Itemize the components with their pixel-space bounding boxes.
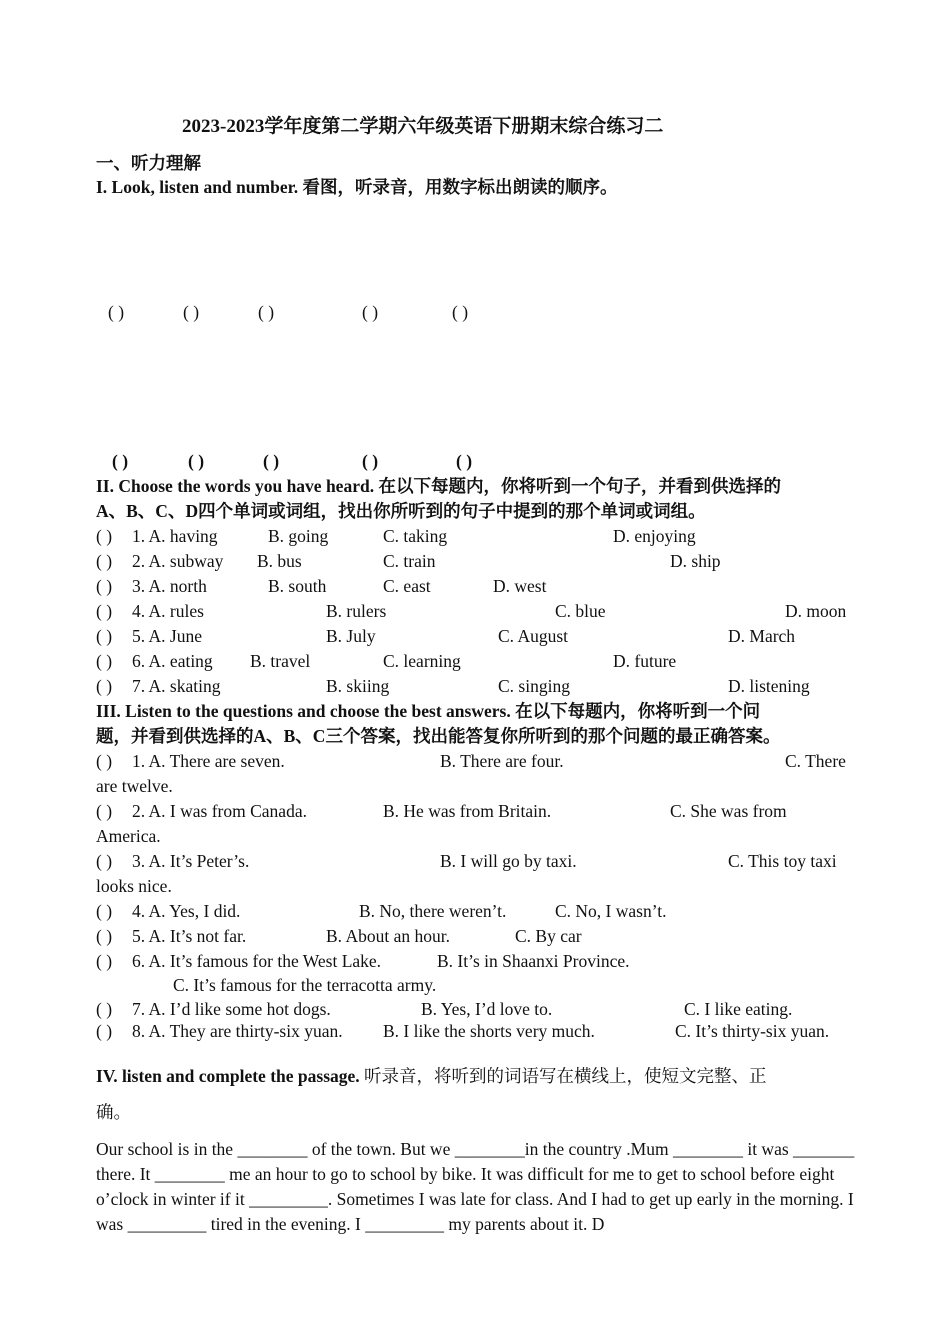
question-option-a: 4. A. Yes, I did.	[132, 901, 241, 921]
answer-bracket: ( )	[258, 302, 275, 322]
answer-paren: ( )	[96, 801, 113, 821]
option-b: B. Yes, I’d love to.	[421, 999, 553, 1019]
option-b: B. No, there weren’t.	[359, 901, 507, 921]
option-b: B. About an hour.	[326, 926, 450, 946]
option-continuation: looks nice.	[96, 876, 172, 896]
section-2-heading: A、B、C、D四个单词或词组，找出你所听到的句子中提到的那个单词或词组。	[96, 501, 706, 521]
option-c: C. By car	[515, 926, 582, 946]
option-c: C. taking	[383, 526, 448, 546]
question-option-a: 7. A. I’d like some hot dogs.	[132, 999, 331, 1019]
option-b: B. There are four.	[440, 751, 564, 771]
answer-bracket: ( )	[112, 451, 129, 471]
option-b: B. south	[268, 576, 327, 596]
option-d: D. west	[493, 576, 547, 596]
option-b: B. going	[268, 526, 329, 546]
option-b: B. I will go by taxi.	[440, 851, 577, 871]
option-d: D. moon	[785, 601, 847, 621]
option-c: C. learning	[383, 651, 461, 671]
answer-paren: ( )	[96, 951, 113, 971]
answer-paren: ( )	[96, 851, 113, 871]
question-option-a: 5. A. June	[132, 626, 202, 646]
option-b: B. He was from Britain.	[383, 801, 552, 821]
page-title: 2023-2023学年度第二学期六年级英语下册期末综合练习二	[182, 116, 664, 137]
cloze-passage: Our school is in the ________ of the town. But we ________in the country .Mum ________ it was _______ there. It ________ me an hour to go to school by bike. It was difficult for me to get to school before eight o’clock in winter if it _________. Sometimes I was late for class. And I had to get up early in the morning. I was _________ tired in the evening. I _________ my parents about it. D	[96, 1139, 855, 1234]
question-option-a: 1. A. There are seven.	[132, 751, 285, 771]
section-3-heading: III. Listen to the questions and choose the best answers. 在以下每题内，你将听到一个问	[96, 701, 761, 721]
option-c: C. This toy taxi	[728, 851, 837, 871]
option-b: B. July	[326, 626, 376, 646]
question-option-a: 1. A. having	[132, 526, 218, 546]
option-d: D. listening	[728, 676, 810, 696]
answer-paren: ( )	[96, 999, 113, 1019]
part-one-heading: 一、听力理解	[96, 153, 201, 173]
section-3-heading: 题，并看到供选择的A、B、C三个答案，找出能答复你所听到的那个问题的最正确答案。	[96, 726, 781, 746]
option-c: C. It’s famous for the terracotta army.	[173, 975, 437, 995]
option-b: B. It’s in Shaanxi Province.	[437, 951, 630, 971]
answer-bracket: ( )	[456, 451, 473, 471]
answer-paren: ( )	[96, 576, 113, 596]
answer-paren: ( )	[96, 926, 113, 946]
question-option-a: 2. A. I was from Canada.	[132, 801, 307, 821]
question-option-a: 7. A. skating	[132, 676, 221, 696]
option-b: B. skiing	[326, 676, 390, 696]
answer-paren: ( )	[96, 751, 113, 771]
answer-bracket: ( )	[362, 451, 379, 471]
option-c: C. August	[498, 626, 569, 646]
answer-paren: ( )	[96, 601, 113, 621]
section-4-heading-text: 听录音，将听到的词语写在横线上，使短文完整、正	[359, 1066, 767, 1086]
question-option-a: 6. A. eating	[132, 651, 213, 671]
option-c: C. I like eating.	[684, 999, 793, 1019]
option-d: D. future	[613, 651, 677, 671]
option-d: D. enjoying	[613, 526, 696, 546]
answer-paren: ( )	[96, 901, 113, 921]
answer-bracket: ( )	[188, 451, 205, 471]
option-c: C. east	[383, 576, 431, 596]
answer-bracket: ( )	[263, 451, 280, 471]
answer-bracket: ( )	[452, 302, 469, 322]
option-c: C. singing	[498, 676, 570, 696]
option-b: B. I like the shorts very much.	[383, 1021, 595, 1041]
option-d: D. ship	[670, 551, 721, 571]
option-c: C. No, I wasn’t.	[555, 901, 667, 921]
option-c: C. There	[785, 751, 846, 771]
option-continuation: America.	[96, 826, 161, 846]
section-4-heading-bold: IV. listen and complete the passage.	[96, 1066, 360, 1086]
section-2-heading: II. Choose the words you have heard. 在以下每题内，你将听到一个句子，并看到供选择的	[96, 476, 781, 496]
answer-bracket: ( )	[108, 302, 125, 322]
answer-paren: ( )	[96, 676, 113, 696]
question-option-a: 8. A. They are thirty-six yuan.	[132, 1021, 343, 1041]
option-c: C. It’s thirty-six yuan.	[675, 1021, 830, 1041]
question-option-a: 5. A. It’s not far.	[132, 926, 247, 946]
option-c: C. blue	[555, 601, 606, 621]
option-b: B. rulers	[326, 601, 387, 621]
option-d: D. March	[728, 626, 796, 646]
answer-paren: ( )	[96, 551, 113, 571]
option-c: C. train	[383, 551, 436, 571]
section-4-heading	[96, 1068, 767, 1086]
option-b: B. bus	[257, 551, 302, 571]
question-option-a: 3. A. It’s Peter’s.	[132, 851, 250, 871]
section-1-heading: I. Look, listen and number. 看图，听录音，用数字标出朗读的顺序。	[96, 177, 618, 197]
answer-paren: ( )	[96, 526, 113, 546]
option-continuation: are twelve.	[96, 776, 173, 796]
question-option-a: 3. A. north	[132, 576, 207, 596]
section-4-heading-continuation: 确。	[96, 1102, 131, 1122]
option-b: B. travel	[250, 651, 311, 671]
option-c: C. She was from	[670, 801, 787, 821]
answer-bracket: ( )	[183, 302, 200, 322]
answer-bracket: ( )	[362, 302, 379, 322]
answer-paren: ( )	[96, 1021, 113, 1041]
answer-paren: ( )	[96, 626, 113, 646]
question-option-a: 4. A. rules	[132, 601, 204, 621]
answer-paren: ( )	[96, 651, 113, 671]
question-option-a: 6. A. It’s famous for the West Lake.	[132, 951, 382, 971]
question-option-a: 2. A. subway	[132, 551, 224, 571]
